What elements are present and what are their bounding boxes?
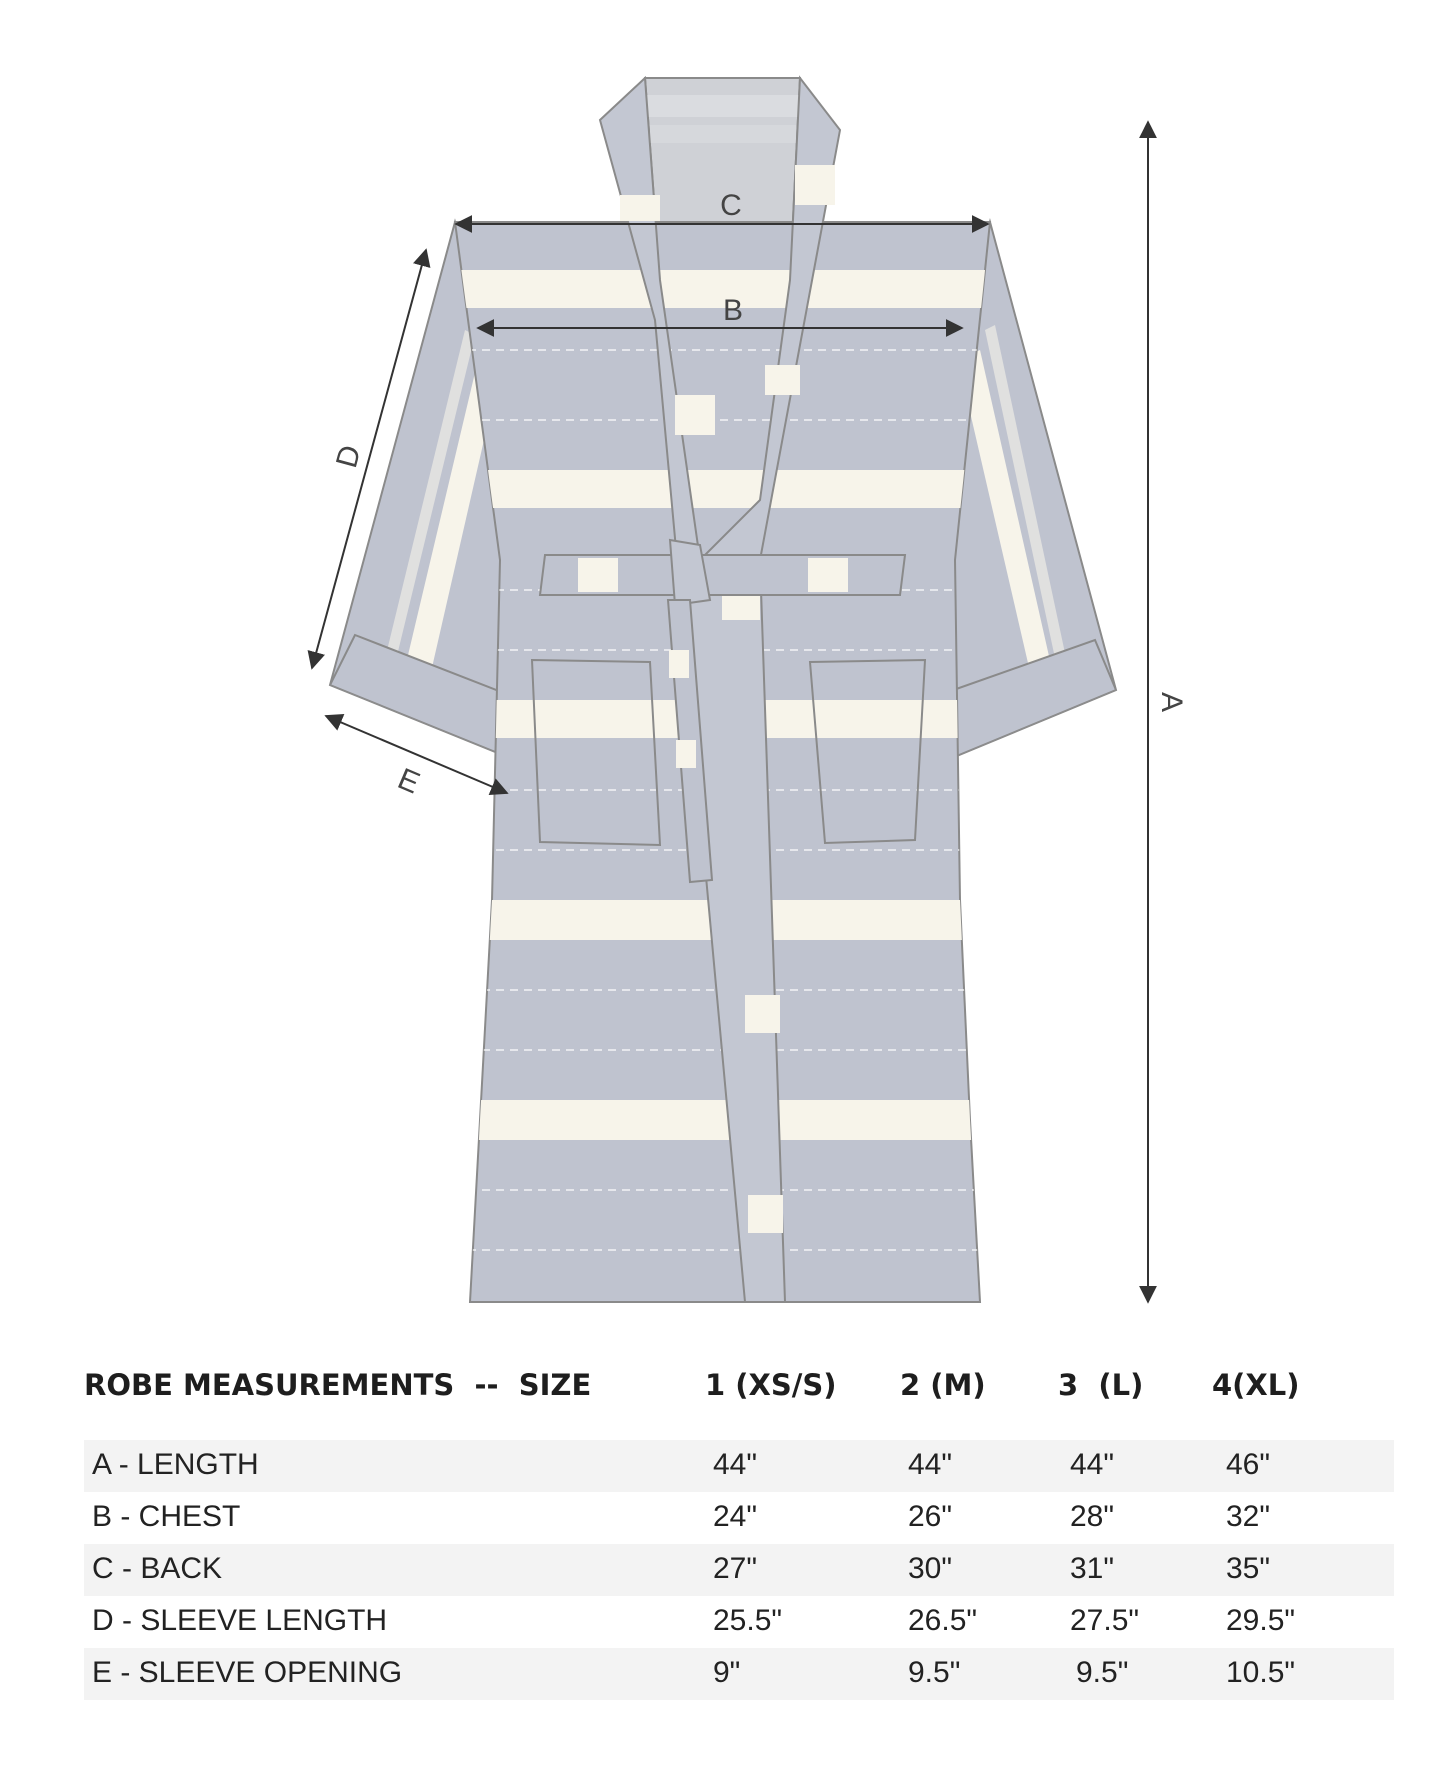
size-value: 28" bbox=[1070, 1500, 1115, 1533]
body-stripe bbox=[440, 470, 1020, 508]
table-row bbox=[84, 1544, 1394, 1596]
size-column-header: 2 (M) bbox=[900, 1368, 986, 1402]
size-value: 44" bbox=[908, 1448, 953, 1481]
size-value: 27" bbox=[713, 1552, 758, 1585]
dimension-label-e: E bbox=[393, 762, 425, 801]
row-label: A - LENGTH bbox=[92, 1448, 259, 1481]
collar-stripe bbox=[745, 995, 780, 1033]
size-column-header: 1 (XS/S) bbox=[705, 1368, 837, 1402]
collar-stripe bbox=[620, 195, 660, 221]
size-value: 9.5" bbox=[1076, 1656, 1129, 1689]
table-row bbox=[84, 1492, 1394, 1544]
collar-stripe bbox=[675, 395, 715, 435]
size-value: 44" bbox=[713, 1448, 758, 1481]
table-title: ROBE MEASUREMENTS -- SIZE bbox=[84, 1368, 592, 1402]
size-value: 32" bbox=[1226, 1500, 1271, 1533]
table-header bbox=[0, 1368, 1445, 1416]
size-value: 26" bbox=[908, 1500, 953, 1533]
size-value: 29.5" bbox=[1226, 1604, 1296, 1637]
size-value: 30" bbox=[908, 1552, 953, 1585]
size-value: 9.5" bbox=[908, 1656, 961, 1689]
row-label: E - SLEEVE OPENING bbox=[92, 1656, 403, 1689]
size-value: 24" bbox=[713, 1500, 758, 1533]
size-column-header: 3 (L) bbox=[1058, 1368, 1144, 1402]
collar-stripe bbox=[795, 165, 835, 205]
table-row bbox=[84, 1648, 1394, 1700]
size-value: 46" bbox=[1226, 1448, 1271, 1481]
dimension-label-d: D bbox=[330, 441, 368, 472]
lining-stripe bbox=[647, 95, 799, 117]
lining-stripe bbox=[650, 125, 796, 143]
size-value: 44" bbox=[1070, 1448, 1115, 1481]
row-label: C - BACK bbox=[92, 1552, 223, 1585]
row-label: D - SLEEVE LENGTH bbox=[92, 1604, 388, 1637]
size-value: 9" bbox=[713, 1656, 741, 1689]
dimension-label-a: A bbox=[1155, 691, 1188, 713]
size-value: 25.5" bbox=[713, 1604, 783, 1637]
size-value: 10.5" bbox=[1226, 1656, 1296, 1689]
size-value: 26.5" bbox=[908, 1604, 978, 1637]
dimension-label-c: C bbox=[720, 189, 742, 222]
collar-stripe bbox=[748, 1195, 783, 1233]
size-value: 31" bbox=[1070, 1552, 1115, 1585]
table-row bbox=[84, 1596, 1394, 1648]
table-row bbox=[84, 1440, 1394, 1492]
collar-stripe bbox=[765, 365, 800, 395]
dimension-label-b: B bbox=[722, 294, 744, 327]
size-column-header: 4(XL) bbox=[1212, 1368, 1300, 1402]
row-label: B - CHEST bbox=[92, 1500, 241, 1533]
size-value: 35" bbox=[1226, 1552, 1271, 1585]
size-value: 27.5" bbox=[1070, 1604, 1140, 1637]
